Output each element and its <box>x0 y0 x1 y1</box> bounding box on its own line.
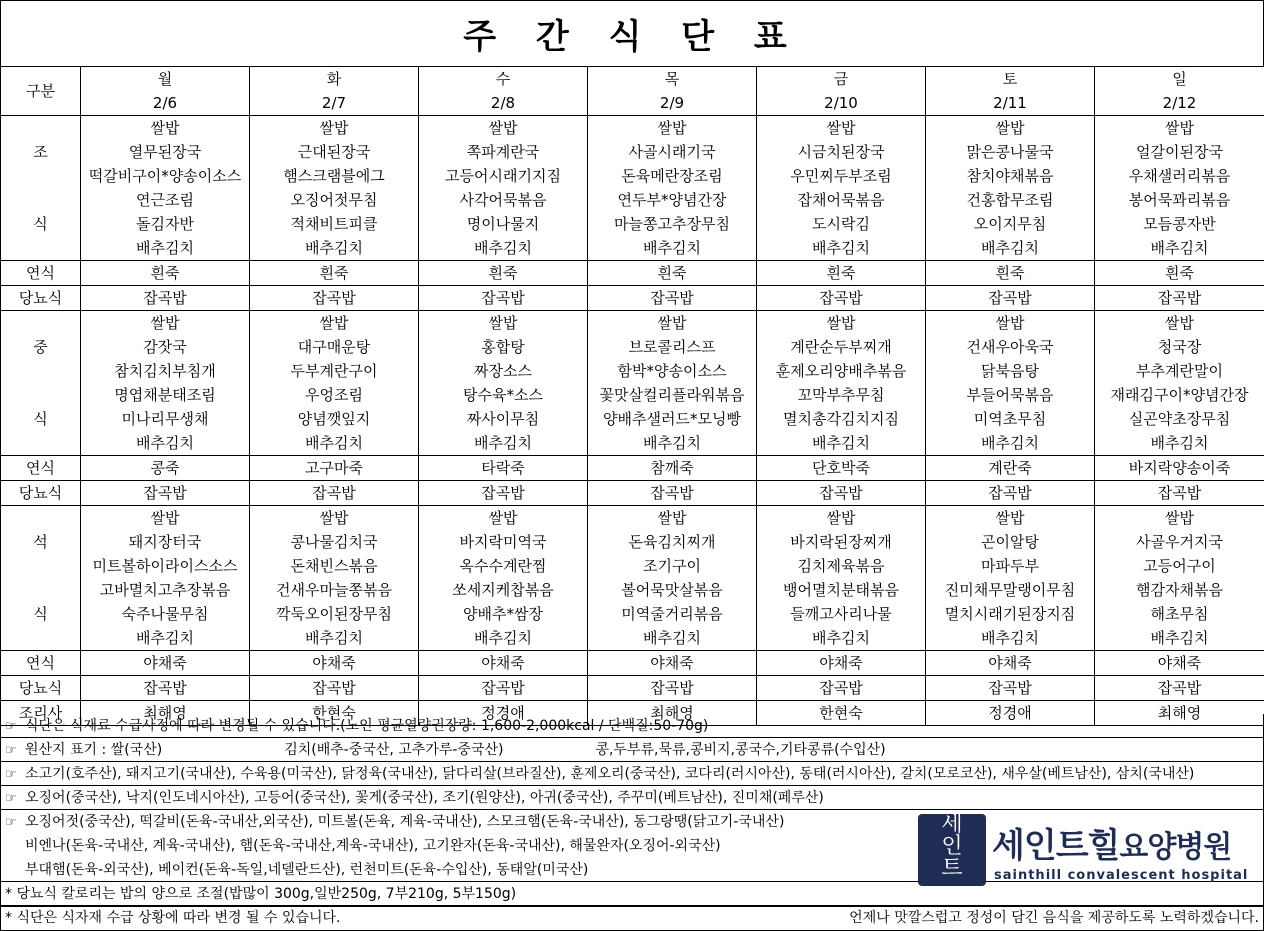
cook-name-cell: 정경애 <box>926 701 1095 726</box>
dish-cell: 배추김치 <box>250 431 419 456</box>
dish-cell: 연근조림 <box>81 188 250 212</box>
dish-cell: 배추김치 <box>1095 236 1264 261</box>
diabetic-cell: 잡곡밥 <box>1095 481 1264 506</box>
dish-cell: 돈채빈스볶음 <box>250 554 419 578</box>
soft-diet-cell: 흰죽 <box>1095 261 1264 286</box>
note-row-2: ☞ 원산지 표기 : 쌀(국산) 김치(배추-중국산, 고추가루-중국산) 콩,두부류,묵류,콩비지,콩국수,기타콩류(수입산) <box>0 738 1264 762</box>
cook-name-cell: 한현숙 <box>757 701 926 726</box>
dish-cell: 꽃맛살컬리플라워볶음 <box>588 383 757 407</box>
dish-cell: 들깨고사리나물 <box>757 602 926 626</box>
lunch-row <box>1 431 1264 456</box>
logo-name: 세인트힐요양병원 <box>992 826 1232 866</box>
dish-cell: 볼어묵맛살볶음 <box>588 578 757 602</box>
dish-cell: 감잣국 <box>81 335 250 359</box>
breakfast-soft-diet-row <box>1 261 1264 286</box>
dish-cell: 쌀밥 <box>1095 506 1264 531</box>
diabetic-cell: 잡곡밥 <box>757 286 926 311</box>
breakfast-row <box>1 212 1264 236</box>
dish-cell: 쌀밥 <box>250 311 419 336</box>
soft-diet-cell: 단호박죽 <box>757 456 926 481</box>
soft-diet-cell: 흰죽 <box>81 261 250 286</box>
note-row-6: 비엔나(돈육-국내산, 계육-국내산), 햄(돈육-국내산,계육-국내산), 고기완자(돈육-국내산), 해물완자(오징어-외국산) <box>0 834 1264 858</box>
dish-cell: 깍둑오이된장무침 <box>250 602 419 626</box>
diabetic-cell: 잡곡밥 <box>250 286 419 311</box>
dish-cell: 홍합탕 <box>419 335 588 359</box>
breakfast-diabetic-row <box>1 286 1264 311</box>
soft-diet-cell: 흰죽 <box>250 261 419 286</box>
dish-cell: 숙주나물무침 <box>81 602 250 626</box>
soft-diet-cell: 콩죽 <box>81 456 250 481</box>
hand-pointer-icon: ☞ <box>5 767 17 782</box>
soft-diet-cell: 야채죽 <box>81 651 250 676</box>
dish-cell: 배추김치 <box>419 626 588 651</box>
dish-cell: 곤이알탕 <box>926 530 1095 554</box>
day-header: 토 <box>926 67 1095 92</box>
dish-cell: 잡채어묵볶음 <box>757 188 926 212</box>
meal-label <box>1 383 81 407</box>
dish-cell: 미트볼하이라이스소스 <box>81 554 250 578</box>
soft-diet-label: 연식 <box>1 456 81 481</box>
dish-cell: 청국장 <box>1095 335 1264 359</box>
dish-cell: 양배추샐러드*모닝빵 <box>588 407 757 431</box>
dinner-row <box>1 578 1264 602</box>
dish-cell: 건홍합무조림 <box>926 188 1095 212</box>
dish-cell: 미나리무생채 <box>81 407 250 431</box>
dish-cell: 미역초무침 <box>926 407 1095 431</box>
dish-cell: 사각어묵볶음 <box>419 188 588 212</box>
dish-cell: 오이지무침 <box>926 212 1095 236</box>
cook-name-cell: 최해영 <box>588 701 757 726</box>
lunch-row <box>1 335 1264 359</box>
dish-cell: 사골시래기국 <box>588 140 757 164</box>
breakfast-row <box>1 236 1264 261</box>
day-header: 일 <box>1095 67 1264 92</box>
soft-diet-label: 연식 <box>1 651 81 676</box>
day-header: 화 <box>250 67 419 92</box>
soft-diet-cell: 흰죽 <box>588 261 757 286</box>
dish-cell: 시금치된장국 <box>757 140 926 164</box>
dish-cell: 배추김치 <box>81 626 250 651</box>
dish-cell: 함박*양송이소스 <box>588 359 757 383</box>
dish-cell: 오징어젓무침 <box>250 188 419 212</box>
dish-cell: 닭북음탕 <box>926 359 1095 383</box>
date-header: 2/6 <box>81 91 250 116</box>
diabetic-cell: 잡곡밥 <box>419 481 588 506</box>
note-row-3: ☞ 소고기(호주산), 돼지고기(국내산), 수육용(미국산), 닭정육(국내산), 닭다리살(브라질산), 훈제오리(중국산), 코다리(러시아산), 동태(러시아산), 갈치(모로코산), 새우살(베트남산), 삼치(국내산) <box>0 762 1264 786</box>
diabetic-cell: 잡곡밥 <box>1095 286 1264 311</box>
soft-diet-cell: 흰죽 <box>926 261 1095 286</box>
dish-cell: 햄감자채볶음 <box>1095 578 1264 602</box>
dish-cell: 쌀밥 <box>250 506 419 531</box>
soft-diet-cell: 바지락양송이죽 <box>1095 456 1264 481</box>
dish-cell: 콩나물김치국 <box>250 530 419 554</box>
meal-label <box>1 116 81 141</box>
dish-cell: 배추김치 <box>419 236 588 261</box>
dish-cell: 부들어묵볶음 <box>926 383 1095 407</box>
lunch-diabetic-row <box>1 481 1264 506</box>
dish-cell: 쌀밥 <box>81 506 250 531</box>
day-header: 수 <box>419 67 588 92</box>
dish-cell: 얼갈이된장국 <box>1095 140 1264 164</box>
dish-cell: 양배추*쌈장 <box>419 602 588 626</box>
dish-cell: 마파두부 <box>926 554 1095 578</box>
dish-cell: 배추김치 <box>757 236 926 261</box>
dish-cell: 쌀밥 <box>81 311 250 336</box>
meal-label <box>1 626 81 651</box>
diabetic-cell: 잡곡밥 <box>926 481 1095 506</box>
dish-cell: 쏘세지케찹볶음 <box>419 578 588 602</box>
dish-cell: 배추김치 <box>250 626 419 651</box>
menu-table <box>0 66 1264 726</box>
diabetic-cell: 잡곡밥 <box>81 481 250 506</box>
date-header: 2/7 <box>250 91 419 116</box>
dish-cell: 마늘쫑고추장무침 <box>588 212 757 236</box>
dish-cell: 쌀밥 <box>588 311 757 336</box>
soft-diet-label: 연식 <box>1 261 81 286</box>
dish-cell: 쌀밥 <box>588 506 757 531</box>
dish-cell: 쌀밥 <box>419 506 588 531</box>
dish-cell: 맑은콩나물국 <box>926 140 1095 164</box>
dish-cell: 꼬막부추무침 <box>757 383 926 407</box>
dish-cell: 재래김구이*양념간장 <box>1095 383 1264 407</box>
dish-cell: 쌀밥 <box>757 311 926 336</box>
dish-cell: 돈육김치찌개 <box>588 530 757 554</box>
dish-cell: 건새우아욱국 <box>926 335 1095 359</box>
dish-cell: 쌀밥 <box>926 116 1095 141</box>
soft-diet-cell: 야채죽 <box>926 651 1095 676</box>
diabetic-label: 당뇨식 <box>1 481 81 506</box>
dish-cell: 고등어구이 <box>1095 554 1264 578</box>
dish-cell: 쌀밥 <box>419 311 588 336</box>
meal-label: 식 <box>1 602 81 626</box>
breakfast-row <box>1 164 1264 188</box>
footer-left-note: * 식단은 식자재 수급 상황에 따라 변경 될 수 있습니다. <box>5 910 341 926</box>
dish-cell: 짜장소스 <box>419 359 588 383</box>
diabetic-cell: 잡곡밥 <box>81 286 250 311</box>
dinner-soft-diet-row <box>1 651 1264 676</box>
dish-cell: 탕수육*소스 <box>419 383 588 407</box>
dish-cell: 양념깻잎지 <box>250 407 419 431</box>
dish-cell: 바지락된장찌개 <box>757 530 926 554</box>
diabetic-cell: 잡곡밥 <box>588 676 757 701</box>
dish-cell: 대구매운탕 <box>250 335 419 359</box>
lunch-row <box>1 407 1264 431</box>
dish-cell: 멸치시래기된장지짐 <box>926 602 1095 626</box>
dish-cell: 열무된장국 <box>81 140 250 164</box>
dish-cell: 건새우마늘쫑볶음 <box>250 578 419 602</box>
dish-cell: 쌀밥 <box>250 116 419 141</box>
soft-diet-cell: 야채죽 <box>1095 651 1264 676</box>
dish-cell: 계란순두부찌개 <box>757 335 926 359</box>
meal-label <box>1 506 81 531</box>
diabetic-cell: 잡곡밥 <box>250 481 419 506</box>
cook-name-cell: 최해영 <box>81 701 250 726</box>
day-header: 목 <box>588 67 757 92</box>
page-title: 주 간 식 단 표 <box>0 0 1264 66</box>
soft-diet-cell: 고구마죽 <box>250 456 419 481</box>
dish-cell: 돼지장터국 <box>81 530 250 554</box>
cook-name-cell: 정경애 <box>419 701 588 726</box>
diabetic-cell: 잡곡밥 <box>588 286 757 311</box>
dish-cell: 짜사이무침 <box>419 407 588 431</box>
diabetic-cell: 잡곡밥 <box>757 676 926 701</box>
dish-cell: 진미채무말랭이무침 <box>926 578 1095 602</box>
diabetic-cell: 잡곡밥 <box>1095 676 1264 701</box>
dish-cell: 떡갈비구이*양송이소스 <box>81 164 250 188</box>
dish-cell: 배추김치 <box>926 431 1095 456</box>
dinner-row <box>1 506 1264 531</box>
date-header: 2/10 <box>757 91 926 116</box>
note-row-5: ☞ 오징어젓(중국산), 떡갈비(돈육-국내산,외국산), 미트볼(돈육, 계육-국내산), 스모크햄(돈육-국내산), 동그랑땡(닭고기-국내산) <box>0 810 1264 834</box>
dish-cell: 부추계란말이 <box>1095 359 1264 383</box>
meal-label: 중 <box>1 335 81 359</box>
dish-cell: 근대된장국 <box>250 140 419 164</box>
dish-cell: 참치김치부침개 <box>81 359 250 383</box>
diabetic-label: 당뇨식 <box>1 676 81 701</box>
date-header: 2/11 <box>926 91 1095 116</box>
meal-label <box>1 236 81 261</box>
dish-cell: 쌀밥 <box>926 506 1095 531</box>
dish-cell: 쌀밥 <box>588 116 757 141</box>
soft-diet-cell: 야채죽 <box>588 651 757 676</box>
diabetic-cell: 잡곡밥 <box>588 481 757 506</box>
dish-cell: 배추김치 <box>1095 626 1264 651</box>
diabetic-cell: 잡곡밥 <box>250 676 419 701</box>
dish-cell: 배추김치 <box>250 236 419 261</box>
cook-name-cell: 최해영 <box>1095 701 1264 726</box>
dish-cell: 봉어묵꽈리볶음 <box>1095 188 1264 212</box>
dish-cell: 쌀밥 <box>926 311 1095 336</box>
diabetic-cell: 잡곡밥 <box>81 676 250 701</box>
header-day-row <box>1 67 1264 92</box>
hand-pointer-icon: ☞ <box>5 743 17 758</box>
soft-diet-cell: 야채죽 <box>419 651 588 676</box>
header-label: 구분 <box>1 67 81 116</box>
dish-cell: 모듬콩자반 <box>1095 212 1264 236</box>
dish-cell: 쌀밥 <box>81 116 250 141</box>
dish-cell: 옥수수계란찜 <box>419 554 588 578</box>
date-header: 2/8 <box>419 91 588 116</box>
dish-cell: 조기구이 <box>588 554 757 578</box>
dinner-row <box>1 602 1264 626</box>
date-header: 2/12 <box>1095 91 1264 116</box>
diabetic-cell: 잡곡밥 <box>419 676 588 701</box>
note-row-7: 부대햄(돈육-외국산), 베이컨(돈육-독일,네델란드산), 런천미트(돈육-수입산), 동태알(미국산) <box>0 858 1264 882</box>
soft-diet-cell: 흰죽 <box>419 261 588 286</box>
dish-cell: 배추김치 <box>926 626 1095 651</box>
note-row-8: * 당뇨식 칼로리는 밥의 양으로 조절(밥많이 300g,일반250g, 7부210g, 5부150g) <box>0 882 1264 906</box>
meal-label: 식 <box>1 407 81 431</box>
dish-cell: 쪽파계란국 <box>419 140 588 164</box>
meal-label <box>1 164 81 188</box>
meal-label <box>1 431 81 456</box>
dish-cell: 브로콜리스프 <box>588 335 757 359</box>
dish-cell: 고바멸치고추장볶음 <box>81 578 250 602</box>
dish-cell: 훈제오리양배추볶음 <box>757 359 926 383</box>
meal-label: 석 <box>1 530 81 554</box>
meal-label <box>1 311 81 336</box>
dinner-row <box>1 530 1264 554</box>
cook-name-cell: 한현숙 <box>250 701 419 726</box>
dish-cell: 쌀밥 <box>1095 116 1264 141</box>
dish-cell: 쌀밥 <box>419 116 588 141</box>
dish-cell: 돌김자반 <box>81 212 250 236</box>
dish-cell: 적채비트피클 <box>250 212 419 236</box>
lunch-row <box>1 359 1264 383</box>
meal-label: 조 <box>1 140 81 164</box>
dish-cell: 우민찌두부조림 <box>757 164 926 188</box>
breakfast-row <box>1 188 1264 212</box>
day-header: 금 <box>757 67 926 92</box>
dish-cell: 배추김치 <box>757 431 926 456</box>
breakfast-row <box>1 140 1264 164</box>
soft-diet-cell: 타락죽 <box>419 456 588 481</box>
dish-cell: 쌀밥 <box>757 506 926 531</box>
lunch-soft-diet-row <box>1 456 1264 481</box>
meal-label <box>1 188 81 212</box>
day-header: 월 <box>81 67 250 92</box>
note-row-4: ☞ 오징어(중국산), 낙지(인도네시아산), 고등어(중국산), 꽃게(중국산), 조기(원양산), 아귀(중국산), 주꾸미(베트남산), 진미채(페루산) <box>0 786 1264 810</box>
dish-cell: 돈육메란장조림 <box>588 164 757 188</box>
dish-cell: 배추김치 <box>419 431 588 456</box>
hand-pointer-icon: ☞ <box>5 719 17 734</box>
dish-cell: 고등어시래기지짐 <box>419 164 588 188</box>
dinner-row <box>1 626 1264 651</box>
diabetic-cell: 잡곡밥 <box>419 286 588 311</box>
dish-cell: 배추김치 <box>926 236 1095 261</box>
dish-cell: 우채샐러리볶음 <box>1095 164 1264 188</box>
dish-cell: 배추김치 <box>81 236 250 261</box>
dish-cell: 두부계란구이 <box>250 359 419 383</box>
soft-diet-cell: 야채죽 <box>250 651 419 676</box>
dish-cell: 김치제육볶음 <box>757 554 926 578</box>
dish-cell: 배추김치 <box>1095 431 1264 456</box>
dish-cell: 배추김치 <box>588 431 757 456</box>
lunch-row <box>1 383 1264 407</box>
lunch-row <box>1 311 1264 336</box>
dinner-row <box>1 554 1264 578</box>
footer <box>0 906 1264 931</box>
diabetic-cell: 잡곡밥 <box>926 286 1095 311</box>
note-row-1: ☞ 식단은 식재료 수급사정에 따라 변경될 수 있습니다.(노인 평균열량권장량: 1,600-2,000kcal / 단백질:50-70g) <box>0 714 1264 738</box>
soft-diet-cell: 계란죽 <box>926 456 1095 481</box>
dish-cell: 연두부*양념간장 <box>588 188 757 212</box>
dish-cell: 도시락김 <box>757 212 926 236</box>
dinner-diabetic-row <box>1 676 1264 701</box>
soft-diet-cell: 야채죽 <box>757 651 926 676</box>
soft-diet-cell: 흰죽 <box>757 261 926 286</box>
dish-cell: 명이나물지 <box>419 212 588 236</box>
dish-cell: 쌀밥 <box>1095 311 1264 336</box>
breakfast-row <box>1 116 1264 141</box>
hand-pointer-icon: ☞ <box>5 815 17 830</box>
dish-cell: 배추김치 <box>588 236 757 261</box>
dish-cell: 배추김치 <box>588 626 757 651</box>
diabetic-cell: 잡곡밥 <box>926 676 1095 701</box>
meal-label <box>1 359 81 383</box>
logo-english: sainthill convalescent hospital <box>994 868 1249 883</box>
footer-right-note: 언제나 맛깔스럽고 정성이 담긴 음식을 제공하도록 노력하겠습니다. <box>849 910 1259 926</box>
meal-label: 식 <box>1 212 81 236</box>
hospital-logo <box>914 812 1254 890</box>
diabetic-label: 당뇨식 <box>1 286 81 311</box>
dish-cell: 명엽채분태조림 <box>81 383 250 407</box>
meal-label <box>1 578 81 602</box>
dish-cell: 햄스크램블에그 <box>250 164 419 188</box>
soft-diet-cell: 참깨죽 <box>588 456 757 481</box>
dish-cell: 우엉조림 <box>250 383 419 407</box>
dish-cell: 해초무침 <box>1095 602 1264 626</box>
logo-mark: 세 인 트 <box>918 814 986 886</box>
dish-cell: 참치야채볶음 <box>926 164 1095 188</box>
dish-cell: 쌀밥 <box>757 116 926 141</box>
dish-cell: 배추김치 <box>757 626 926 651</box>
hand-pointer-icon: ☞ <box>5 791 17 806</box>
header-date-row <box>1 91 1264 116</box>
dish-cell: 뱅어멸치분태볶음 <box>757 578 926 602</box>
dish-cell: 바지락미역국 <box>419 530 588 554</box>
dish-cell: 멸치총각김치지짐 <box>757 407 926 431</box>
dish-cell: 배추김치 <box>81 431 250 456</box>
dish-cell: 미역줄거리볶음 <box>588 602 757 626</box>
date-header: 2/9 <box>588 91 757 116</box>
cook-label: 조리사 <box>1 701 81 726</box>
meal-label <box>1 554 81 578</box>
dish-cell: 실곤약초장무침 <box>1095 407 1264 431</box>
dish-cell: 사골우거지국 <box>1095 530 1264 554</box>
diabetic-cell: 잡곡밥 <box>757 481 926 506</box>
